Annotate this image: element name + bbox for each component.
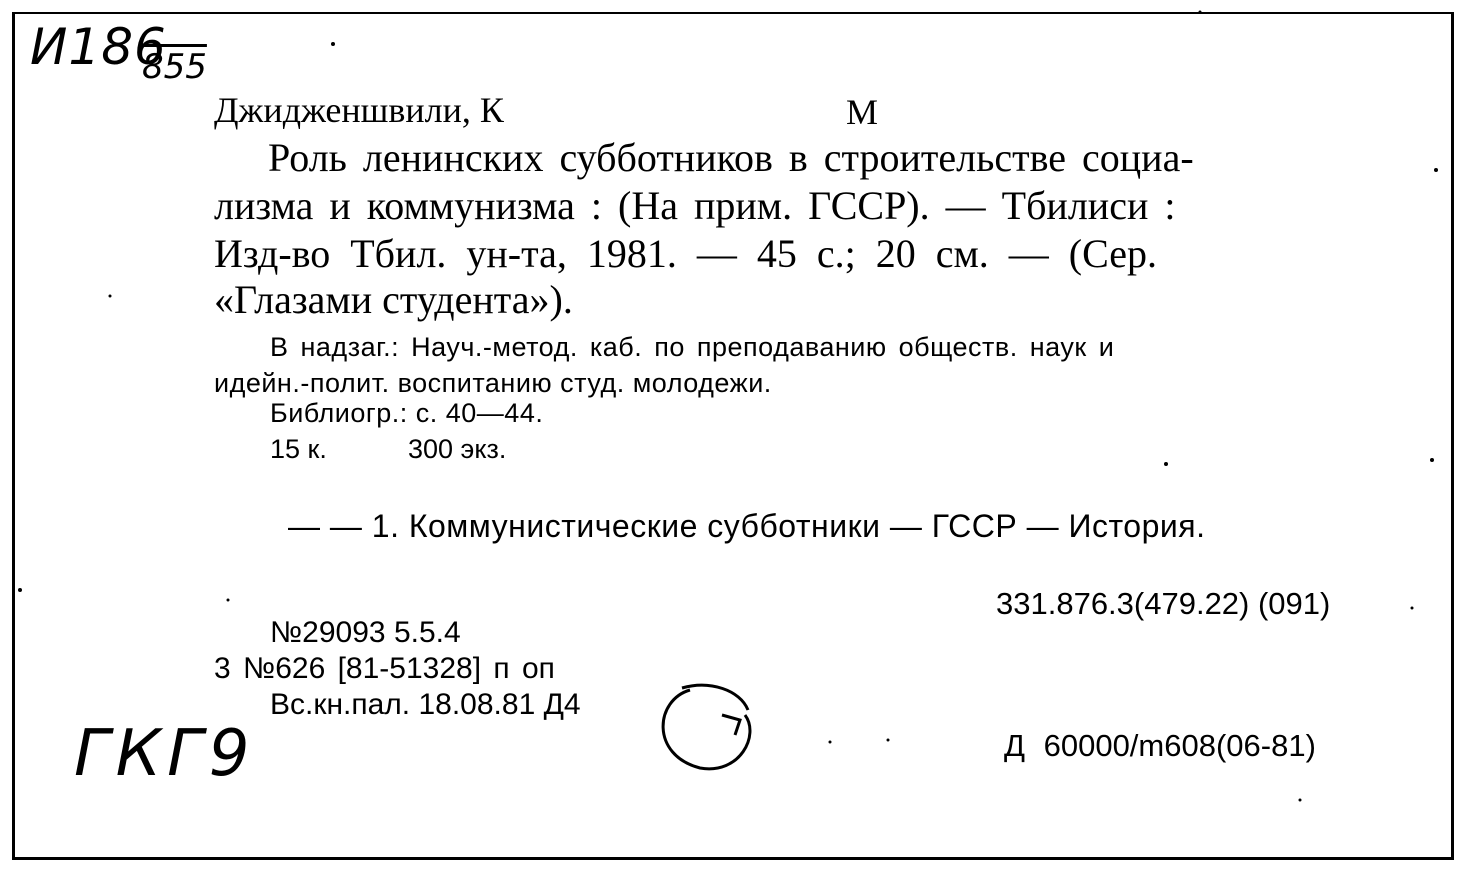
chamber-info: Вс.кн.пал. 18.08.81 Д4 [270,688,581,721]
paper-specks [18,11,1438,802]
subject-heading: — — 1. Коммунистические субботники — ГССР — История. [288,508,1206,544]
order-number: №29093 5.5.4 [270,616,461,649]
title-line: «Глазами студента»). [214,277,573,322]
handwritten-call-number-sub: 855 [142,47,207,87]
handwritten-call-number: И186 [30,18,167,76]
note-line: идейн.-полит. воспитанию студ. молодежи. [214,368,772,398]
copies: 300 экз. [408,434,507,464]
print-info: 3 №626 [81-51328] п оп [214,652,555,685]
catalog-code: Д 60000/m608(06-81) [1004,728,1316,763]
circle-stamp-icon [663,685,750,769]
title-line: лизма и коммунизма : (На прим. ГССР). — Тбилиси : [214,183,1176,228]
bibliography-note: Библиогр.: с. 40—44. [270,398,544,428]
title-line: Изд-во Тбил. ун-та, 1981. — 45 с.; 20 см. — (Сер. [214,231,1158,276]
price: 15 к. [270,434,327,464]
author-heading: Джидженшвили, К [214,90,504,130]
title-line: Роль ленинских субботников в строительстве социа- [268,135,1194,180]
note-line: В надзаг.: Науч.-метод. каб. по преподаванию обществ. наук и [270,332,1115,362]
handwritten-mark: ГКГ9 [74,717,256,791]
author-initial: М [846,92,879,132]
classification-code: 331.876.3(479.22) (091) [996,586,1331,621]
